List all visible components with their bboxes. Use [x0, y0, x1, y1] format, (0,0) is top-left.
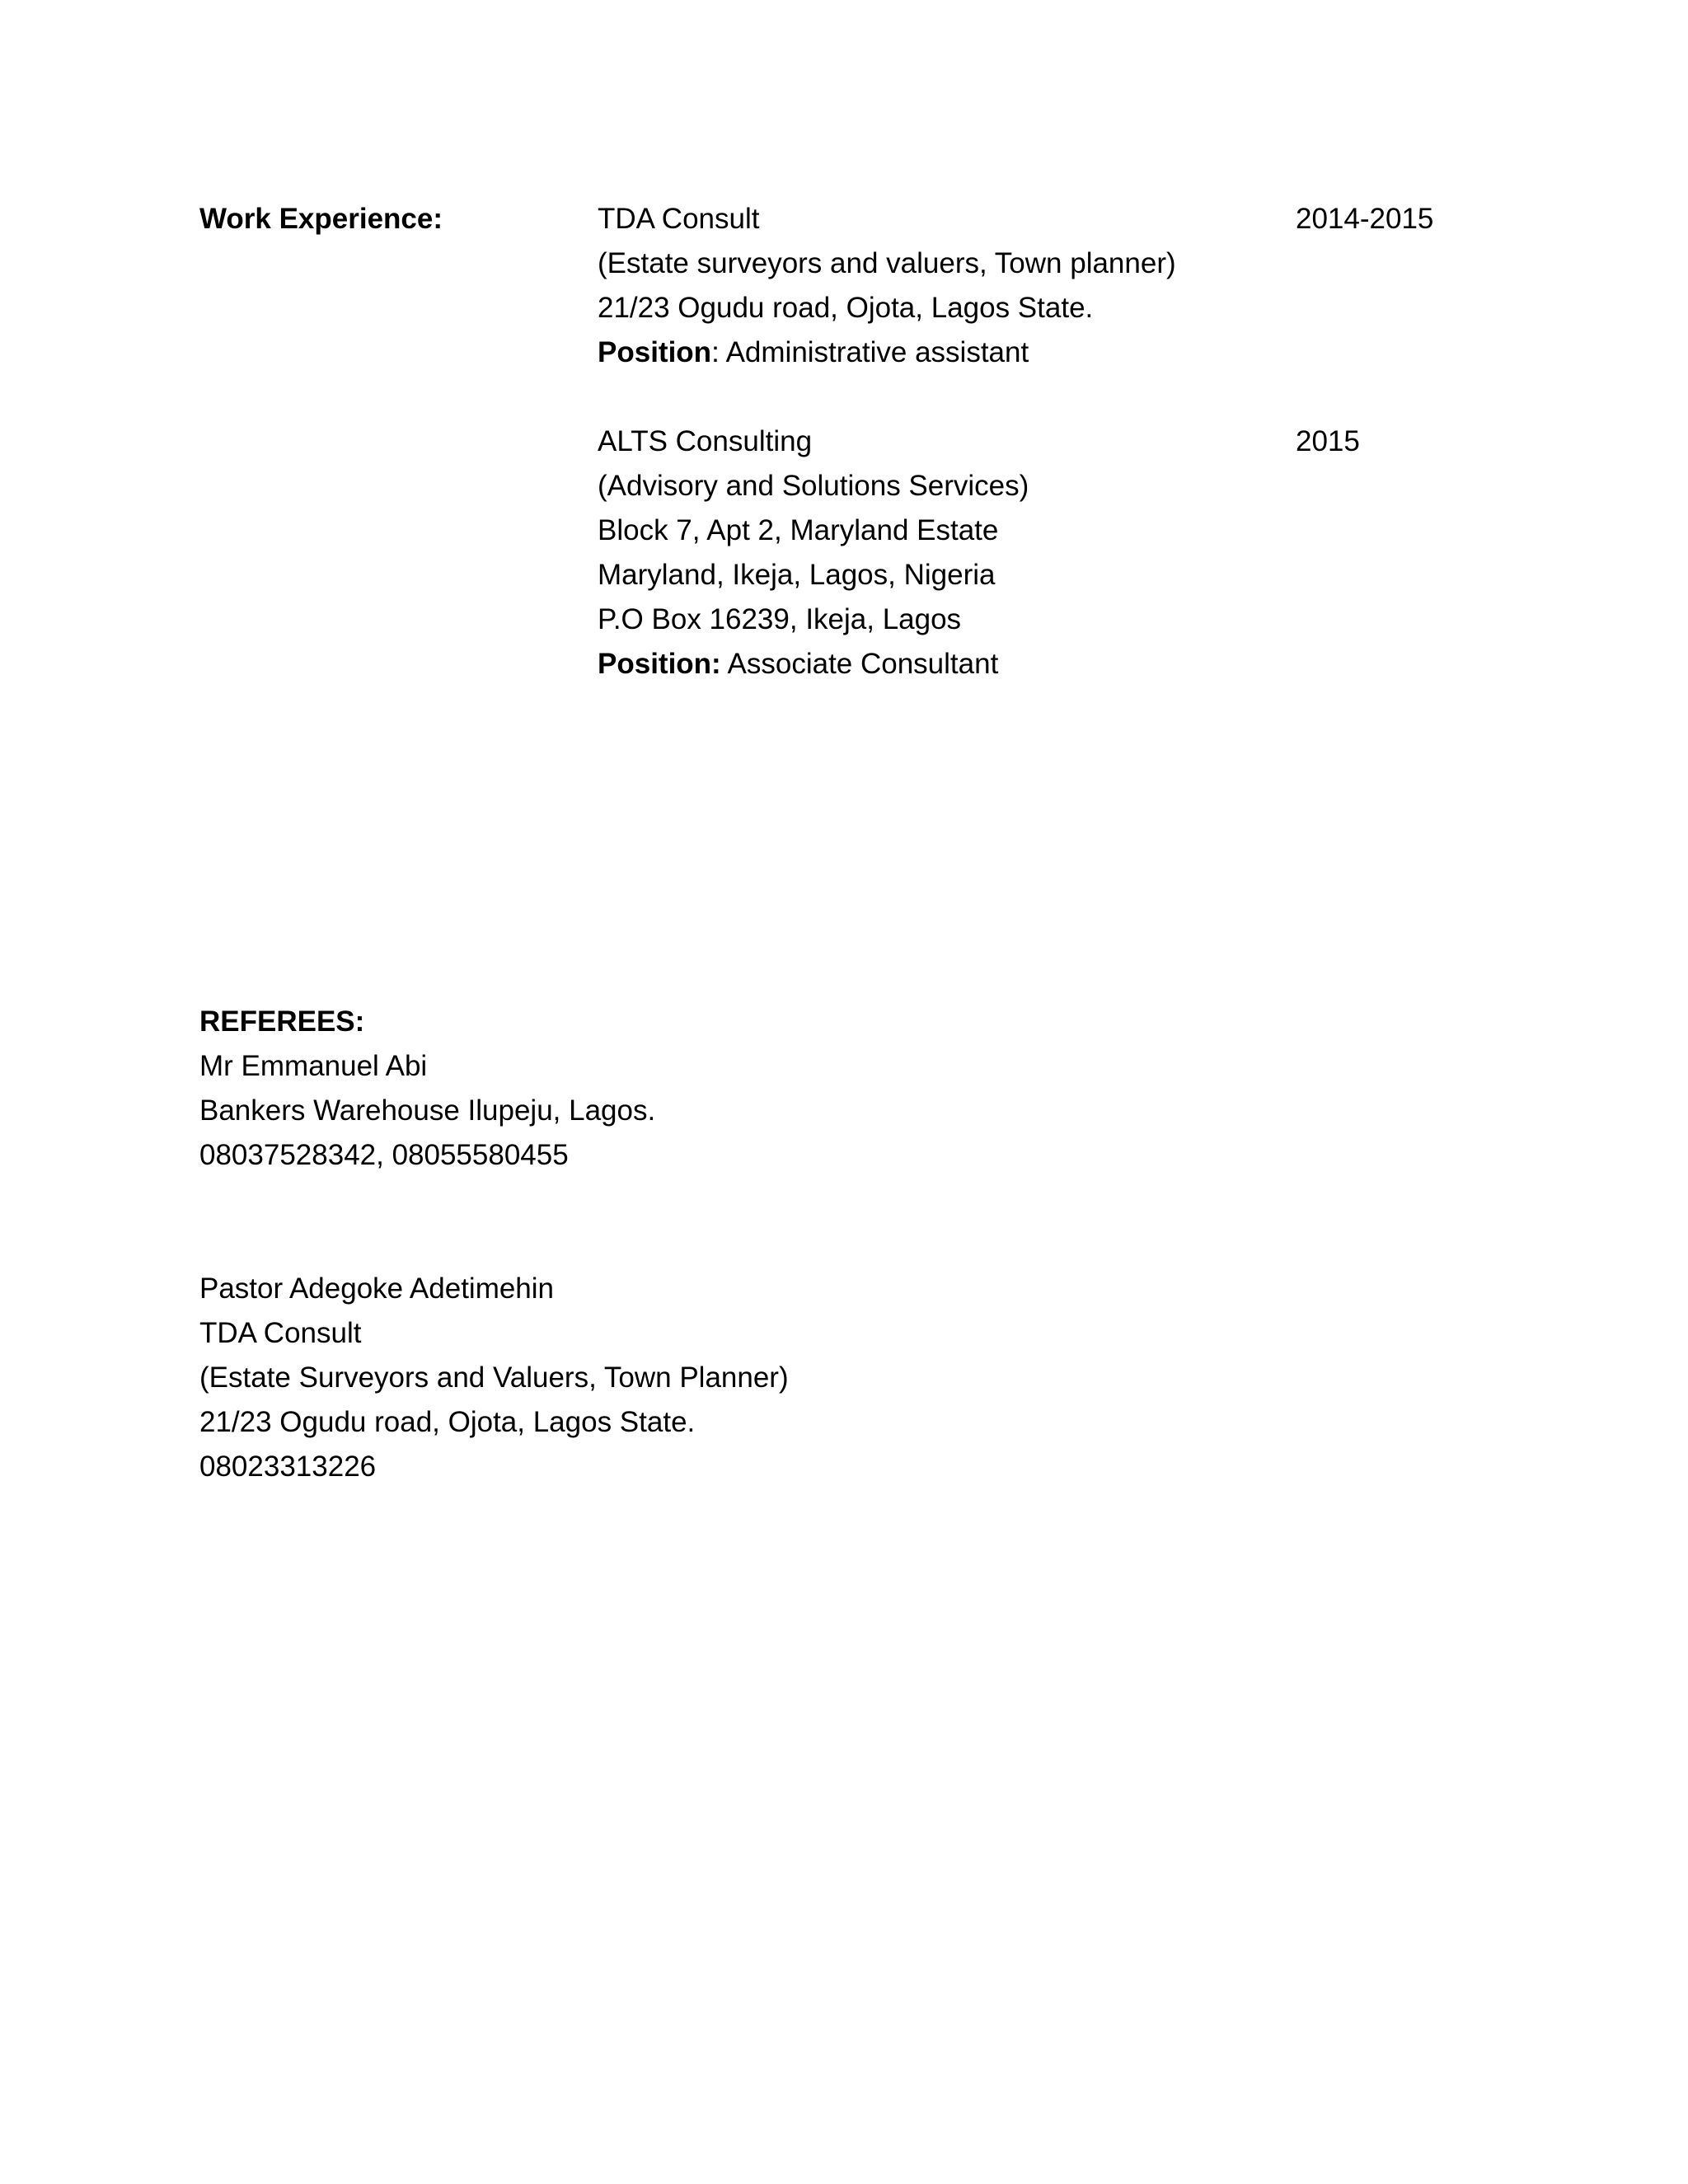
job-1-line-2: 21/23 Ogudu road, Ojota, Lagos State.: [598, 292, 1094, 324]
job-1-company: TDA Consult: [598, 203, 760, 235]
job-2-line-1: (Advisory and Solutions Services): [598, 470, 1029, 502]
referee-2-line-1: Pastor Adegoke Adetimehin: [199, 1272, 555, 1305]
referee-1-line-1: Mr Emmanuel Abi: [199, 1050, 428, 1082]
job-2-line-3: Maryland, Ikeja, Lagos, Nigeria: [598, 559, 996, 591]
work-experience-label: Work Experience:: [199, 203, 443, 235]
referees-heading: REFEREES:: [199, 1005, 365, 1038]
referee-2-line-2: TDA Consult: [199, 1317, 362, 1349]
job-1-line-1: (Estate surveyors and valuers, Town planner): [598, 247, 1176, 279]
job-1-position-value: : Administrative assistant: [711, 336, 1029, 368]
job-2-position: [598, 642, 998, 687]
job-2-position-value: Associate Consultant: [720, 648, 999, 680]
job-2-years: 2015: [1296, 425, 1360, 457]
job-1-position-label: Position: [598, 336, 712, 368]
referee-2-line-5: 08023313226: [199, 1451, 377, 1483]
job-1-position: [598, 330, 1029, 375]
referee-2-line-4: 21/23 Ogudu road, Ojota, Lagos State.: [199, 1406, 696, 1438]
job-2-company: ALTS Consulting: [598, 425, 813, 457]
job-2-position-label: Position:: [598, 648, 721, 680]
job-2-line-4: P.O Box 16239, Ikeja, Lagos: [598, 603, 962, 635]
job-1-years: 2014-2015: [1296, 203, 1434, 235]
referee-1-line-2: Bankers Warehouse Ilupeju, Lagos.: [199, 1094, 656, 1127]
referee-2-line-3: (Estate Surveyors and Valuers, Town Planner): [199, 1361, 789, 1394]
referee-1-line-3: 08037528342, 08055580455: [199, 1139, 569, 1171]
job-2-line-2: Block 7, Apt 2, Maryland Estate: [598, 514, 999, 546]
